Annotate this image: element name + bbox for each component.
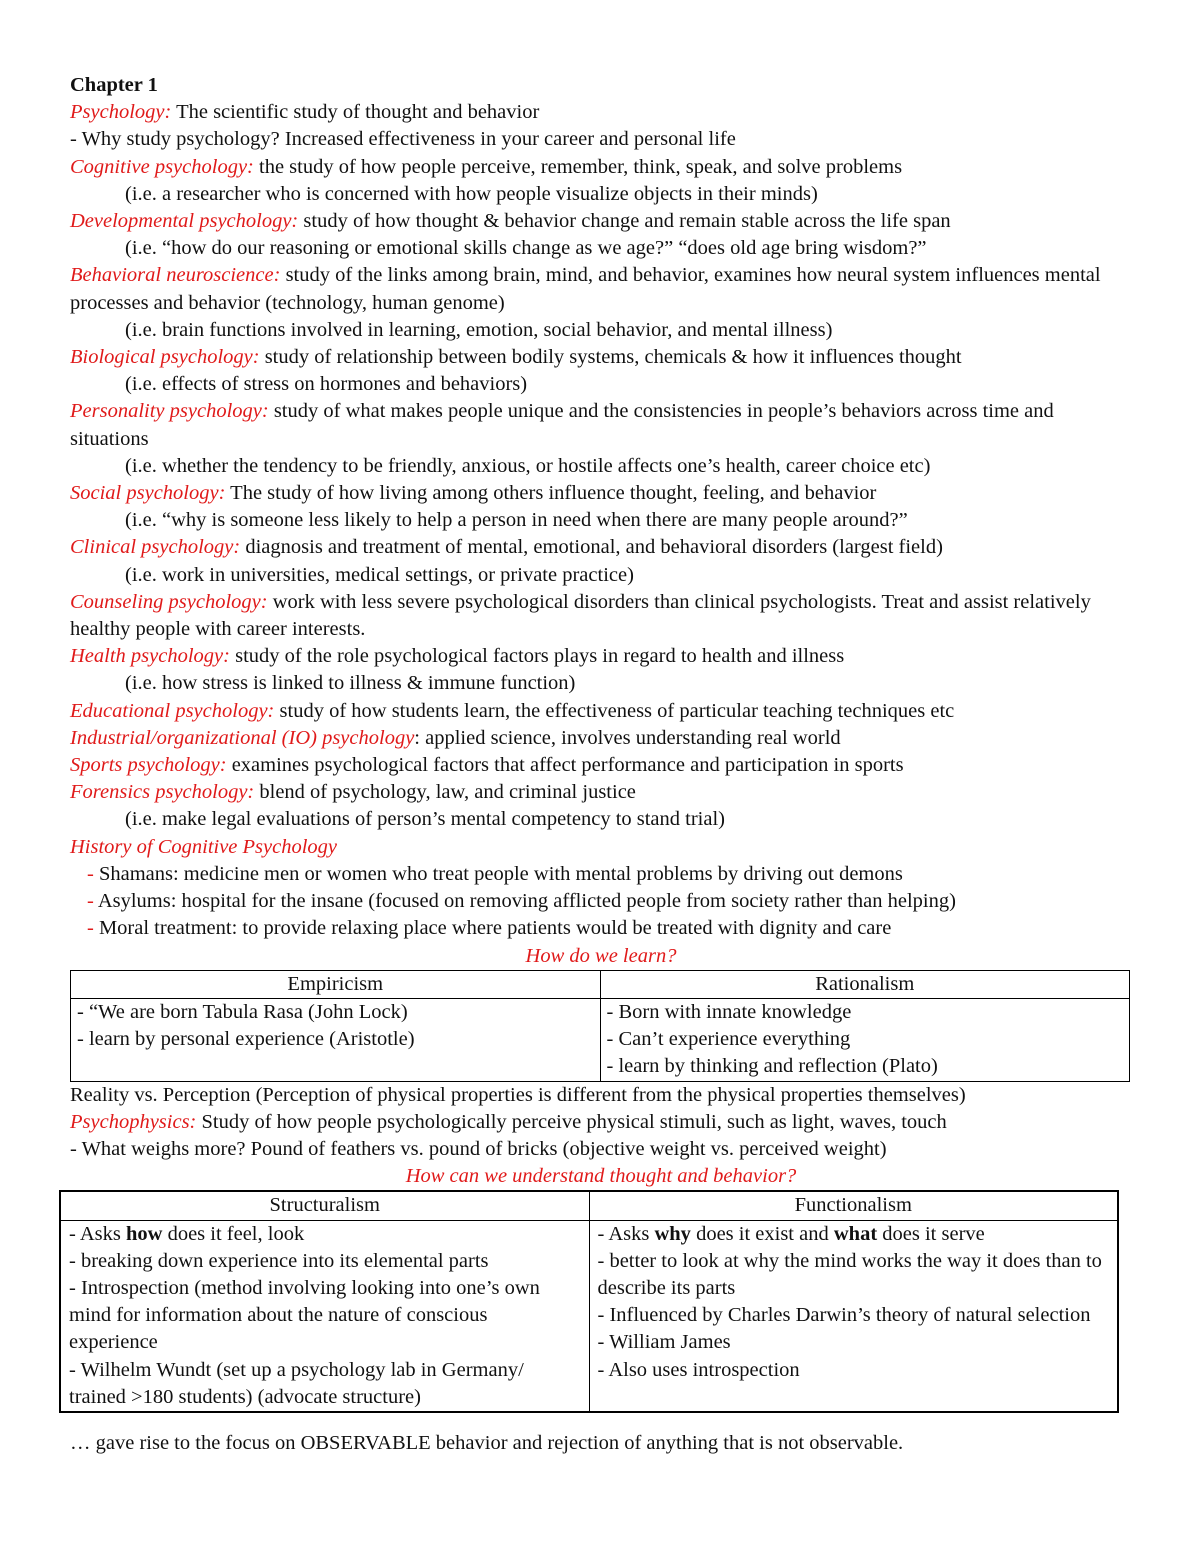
definition-text: examines psychological factors that affect performance and participation in sports [226, 754, 904, 777]
rationalism-item: - Can’t experience everything [606, 1028, 851, 1051]
history-list [70, 861, 1132, 943]
definition-text: study of the links among brain, mind, and behavior, examines how neural system influences mental processes and behavior (technology, human genome) [70, 264, 1101, 314]
example-line: (i.e. effects of stress on hormones and behaviors) [125, 373, 528, 396]
definition-term: Health psychology: [70, 645, 230, 668]
empiricism-item: - learn by personal experience (Aristotle) [77, 1028, 415, 1051]
example-line: (i.e. “how do our reasoning or emotional skills change as we age?” “does old age bring wisdom?” [125, 237, 927, 260]
example-line: (i.e. a researcher who is concerned with how people visualize objects in their minds) [125, 182, 818, 205]
history-item-text: Shamans: medicine men or women who treat people with mental problems by driving out demons [98, 862, 903, 885]
functionalism-item-text: - Also uses introspection [597, 1358, 800, 1381]
functionalism-item [598, 1329, 1110, 1356]
functionalism-item-bold: what [833, 1222, 878, 1245]
thought-table-caption: How can we understand thought and behavior? [405, 1165, 797, 1188]
example-line: (i.e. brain functions involved in learning, emotion, social behavior, and mental illness) [125, 318, 833, 341]
definition-entry [70, 534, 1132, 561]
definition-term: Sports psychology: [70, 754, 227, 777]
structuralism-item [69, 1357, 581, 1411]
structuralism-item [69, 1221, 581, 1248]
definition-entry [70, 698, 1132, 725]
structuralism-item-text: - Asks [69, 1222, 126, 1245]
rationalism-item: - Born with innate knowledge [606, 1000, 852, 1023]
example-line: (i.e. work in universities, medical settings, or private practice) [125, 563, 634, 586]
functionalism-item [598, 1357, 1110, 1384]
definition-term: Social psychology: [70, 482, 226, 505]
definition-text: study of the role psychological factors plays in regard to health and illness [229, 645, 845, 668]
example-line: (i.e. whether the tendency to be friendly, anxious, or hostile affects one’s health, career choice etc) [125, 454, 931, 477]
functionalism-item-text: does it exist and [690, 1222, 834, 1245]
functionalism-item-text: - Influenced by Charles Darwin’s theory of natural selection [597, 1304, 1091, 1327]
definition-entry [70, 752, 1132, 779]
definition-entry [70, 154, 1132, 181]
definition-entry [70, 208, 1132, 235]
chapter-title: Chapter 1 [70, 74, 158, 96]
definition-term: Behavioral neuroscience: [70, 264, 281, 287]
definition-term: Developmental psychology: [70, 210, 299, 233]
functionalism-item-text: does it serve [877, 1222, 985, 1245]
definition-term: Forensics psychology: [70, 781, 255, 804]
example-line: (i.e. “why is someone less likely to help a person in need when there are many people around?” [125, 509, 908, 532]
example-line: (i.e. how stress is linked to illness & immune function) [125, 672, 576, 695]
definition-entry [70, 344, 1132, 371]
functionalism-item-text: - Asks [597, 1222, 655, 1245]
note-line: - Why study psychology? Increased effectiveness in your career and personal life [70, 128, 736, 151]
psychophysics-term: Psychophysics: [70, 1110, 197, 1133]
reality-perception-line: Reality vs. Perception (Perception of physical properties is different from the physical properties themselves) [70, 1083, 966, 1106]
definitions-list [70, 99, 1132, 833]
rationalism-cell [600, 998, 1130, 1081]
definition-text: : applied science, involves understanding real world [414, 726, 841, 749]
psychophysics-sub: - What weighs more? Pound of feathers vs. pound of bricks (objective weight vs. perceived weight) [70, 1137, 887, 1160]
definition-text: study of how thought & behavior change and remain stable across the life span [298, 210, 951, 233]
functionalism-cell [589, 1220, 1118, 1412]
definition-text: the study of how people perceive, remember, think, speak, and solve problems [253, 155, 903, 178]
structuralism-item [69, 1275, 581, 1357]
example-line: (i.e. make legal evaluations of person’s mental competency to stand trial) [125, 808, 725, 831]
definition-term: Educational psychology: [70, 699, 275, 722]
learn-table-caption: How do we learn? [525, 944, 677, 967]
definition-term: Biological psychology: [70, 346, 260, 369]
definition-text: The scientific study of thought and behavior [171, 101, 540, 124]
empiricism-cell [71, 998, 601, 1081]
psychophysics-text: Study of how people psychologically perceive physical stimuli, such as light, waves, touch [196, 1110, 947, 1133]
definition-entry [70, 262, 1132, 316]
history-item [70, 888, 1132, 915]
structuralism-item-bold: how [125, 1222, 163, 1245]
functionalism-header: Functionalism [589, 1191, 1118, 1220]
definition-term: Personality psychology: [70, 400, 269, 423]
history-item-text: Moral treatment: to provide relaxing place where patients would be treated with dignity and care [98, 917, 892, 940]
dash-marker: - [87, 917, 99, 940]
definition-entry [70, 725, 1132, 752]
structuralism-item [69, 1248, 581, 1275]
functionalism-item [598, 1221, 1110, 1248]
structuralism-header: Structuralism [60, 1191, 589, 1220]
definition-text: study of relationship between bodily systems, chemicals & how it influences thought [259, 346, 962, 369]
document-page [70, 72, 1132, 1457]
functionalism-item-bold: why [654, 1222, 691, 1245]
definition-entry [70, 779, 1132, 806]
dash-marker: - [87, 890, 98, 913]
history-item [70, 915, 1132, 942]
structuralism-item-text: - Wilhelm Wundt (set up a psychology lab in Germany/ trained >180 students) (advocate structure) [69, 1358, 524, 1408]
definition-term: Industrial/organizational (IO) psychology [70, 726, 415, 749]
definition-text: The study of how living among others influence thought, feeling, and behavior [225, 482, 877, 505]
history-item [70, 861, 1132, 888]
definition-term: Cognitive psychology: [70, 155, 254, 178]
definition-text: blend of psychology, law, and criminal justice [254, 781, 636, 804]
definition-text: work with less severe psychological disorders than clinical psychologists. Treat and assist relatively healthy people with career interests. [70, 590, 1091, 641]
definition-text: diagnosis and treatment of mental, emotional, and behavioral disorders (largest field) [240, 536, 943, 559]
functionalism-item [598, 1248, 1110, 1302]
psychophysics-entry [70, 1109, 1132, 1136]
definition-text: study of what makes people unique and the consistencies in people’s behaviors across time and situations [70, 400, 1054, 450]
empiricism-header: Empiricism [71, 970, 601, 998]
functionalism-item-text: - William James [597, 1331, 731, 1354]
definition-text: study of how students learn, the effectiveness of particular teaching techniques etc [274, 699, 955, 722]
rationalism-header: Rationalism [600, 970, 1130, 998]
structuralism-item-text: does it feel, look [162, 1222, 305, 1245]
definition-term: Clinical psychology: [70, 536, 241, 559]
structuralism-item-text: - Introspection (method involving looking into one’s own mind for information about the nature of conscious experience [69, 1276, 540, 1354]
structuralism-item-text: - breaking down experience into its elemental parts [69, 1249, 489, 1272]
definition-entry [70, 398, 1132, 452]
definition-entry [70, 99, 1132, 126]
thought-table [59, 1190, 1119, 1413]
definition-entry [70, 480, 1132, 507]
rationalism-item: - learn by thinking and reflection (Plato) [606, 1055, 938, 1078]
definition-term: Psychology: [70, 101, 172, 124]
definition-entry [70, 643, 1132, 670]
empiricism-item: - “We are born Tabula Rasa (John Lock) [77, 1000, 408, 1023]
structuralism-cell [60, 1220, 589, 1412]
definition-term: Counseling psychology: [70, 590, 268, 613]
definition-entry [70, 589, 1132, 643]
history-heading: History of Cognitive Psychology [70, 835, 338, 858]
closing-line: … gave rise to the focus on OBSERVABLE behavior and rejection of anything that is not observable. [70, 1431, 904, 1454]
learn-table [70, 970, 1130, 1082]
functionalism-item [598, 1302, 1110, 1329]
history-item-text: Asylums: hospital for the insane (focused on removing afflicted people from society rather than helping) [97, 890, 956, 913]
functionalism-item-text: - better to look at why the mind works the way it does than to describe its parts [597, 1249, 1102, 1299]
dash-marker: - [87, 862, 99, 885]
